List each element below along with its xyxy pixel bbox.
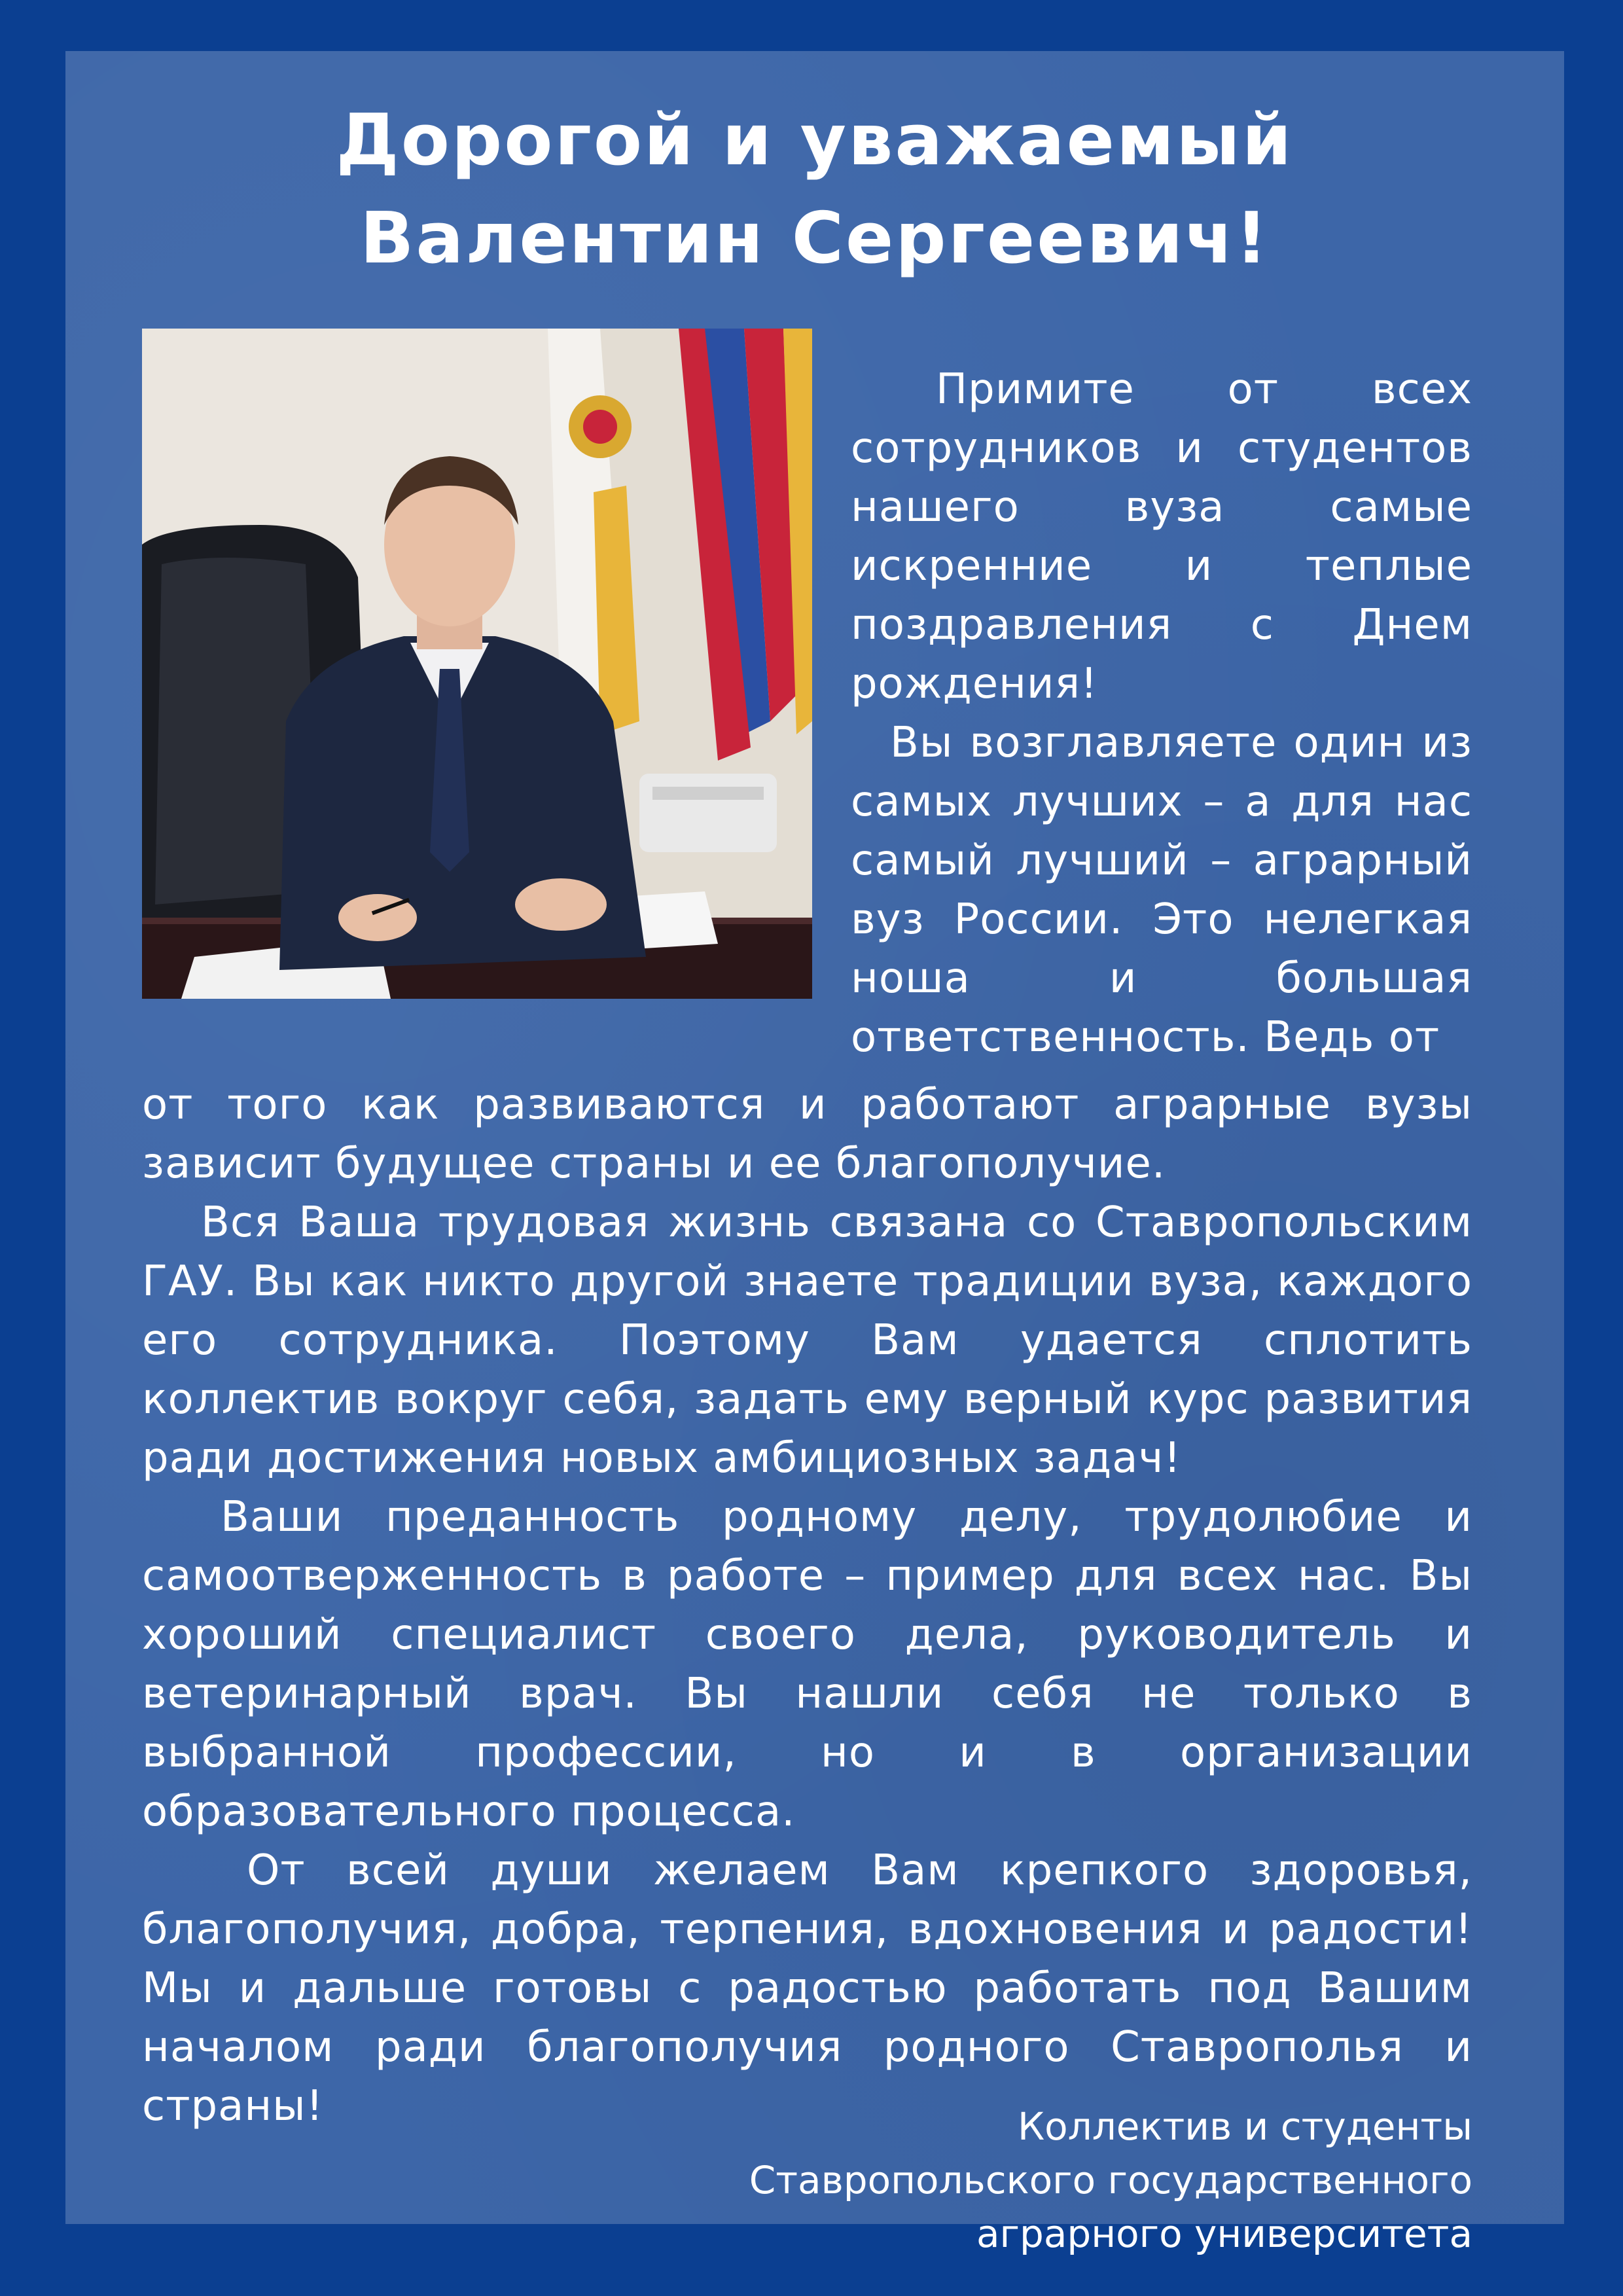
letter-paragraph-4: Ваши преданность родному делу, трудолюбие и самоотверженность в работе – пример для всех нас. Вы хороший специалист своего дела, руководитель и ветеринарный врач. Вы нашли себя не только в выбранной профессии, но и в организации образовательного процесса. [142, 1493, 1472, 1836]
greeting-panel [65, 51, 1564, 2256]
signature-line-2: Ставропольского государственного [749, 2158, 1472, 2202]
signature-block [556, 2100, 1472, 2261]
signature-line-1: Коллектив и студенты [1017, 2104, 1472, 2149]
signature-line-3: аграрного университета [976, 2212, 1472, 2256]
letter-paragraph-1: Примите от всех сотрудников и студентов нашего вуза самые искренние и теплые поздравления с Днем рождения! [851, 365, 1472, 708]
greeting-title [65, 92, 1564, 288]
title-line-1: Дорогой и уважаемый [336, 99, 1294, 181]
letter-paragraph-5: От всей души желаем Вам крепкого здоровья, благополучия, добра, терпения, вдохновения и радости! Мы и дальше готовы с радостью работать под Вашим началом ради благополучия родного Ставрополья и страны! [142, 1846, 1472, 2130]
letter-paragraph-3: Вся Ваша трудовая жизнь связана со Ставропольским ГАУ. Вы как никто другой знаете традиции вуза, каждого его сотрудника. Поэтому Вам удается сплотить коллектив вокруг себя, задать ему верный курс развития ради достижения новых амбициозных задач! [142, 1198, 1472, 1482]
letter-paragraph-2-start: Вы возглавляете один из самых лучших – а для нас самый лучший – аграрный вуз России. Это нелегкая ноша и большая ответственность. Ведь от [851, 719, 1472, 1062]
letter-intro-column [851, 360, 1472, 1067]
title-line-2: Валентин Сергеевич! [360, 198, 1270, 279]
portrait-illustration [142, 329, 812, 999]
letter-body [142, 1075, 1472, 2136]
letter-paragraph-2-end: от того как развиваются и работают аграрные вузы зависит будущее страны и ее благополучие. [142, 1081, 1472, 1188]
rector-portrait [142, 329, 812, 999]
